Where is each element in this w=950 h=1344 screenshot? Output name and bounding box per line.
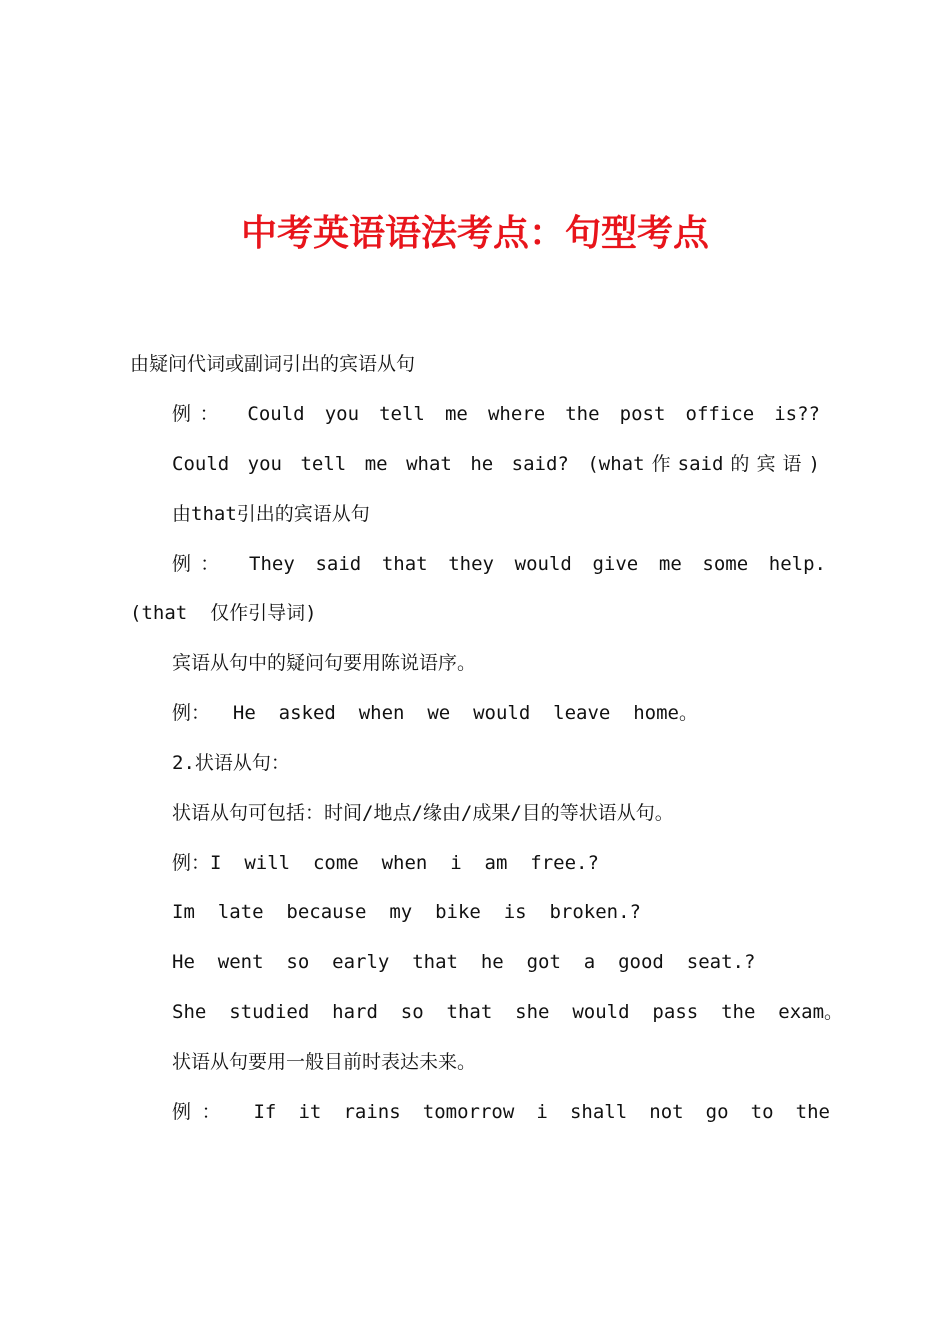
example-line: 例：I will come when i am free.? xyxy=(172,852,599,874)
heading-object-clause-wh: 由疑问代词或副词引出的宾语从句 xyxy=(130,353,416,375)
document-title: 中考英语语法考点：句型考点 xyxy=(240,212,709,254)
example-line: She studied hard so that she would pass the exam。 xyxy=(172,1001,844,1023)
example-line: 例： They said that they would give me some help. xyxy=(172,553,826,575)
example-line: 例： If it rains tomorrow i shall not go to the xyxy=(172,1101,830,1123)
rule-line: 状语从句要用一般目前时表达未来。 xyxy=(172,1051,477,1073)
example-line: Im late because my bike is broken.? xyxy=(172,901,641,923)
example-line: Could you tell me what he said? (what作said的宾语) xyxy=(172,453,820,475)
example-note: (that 仅作引导词) xyxy=(130,602,317,624)
section-heading-adverbial-clause: 2.状语从句： xyxy=(172,752,290,774)
rule-line: 状语从句可包括：时间/地点/缘由/成果/目的等状语从句。 xyxy=(172,802,674,824)
rule-line: 宾语从句中的疑问句要用陈说语序。 xyxy=(172,652,477,674)
example-line: 例： Could you tell me where the post office is?? xyxy=(172,403,820,425)
heading-object-clause-that: 由that引出的宾语从句 xyxy=(172,503,370,525)
example-line: He went so early that he got a good seat.? xyxy=(172,951,756,973)
example-line: 例： He asked when we would leave home。 xyxy=(172,702,698,724)
